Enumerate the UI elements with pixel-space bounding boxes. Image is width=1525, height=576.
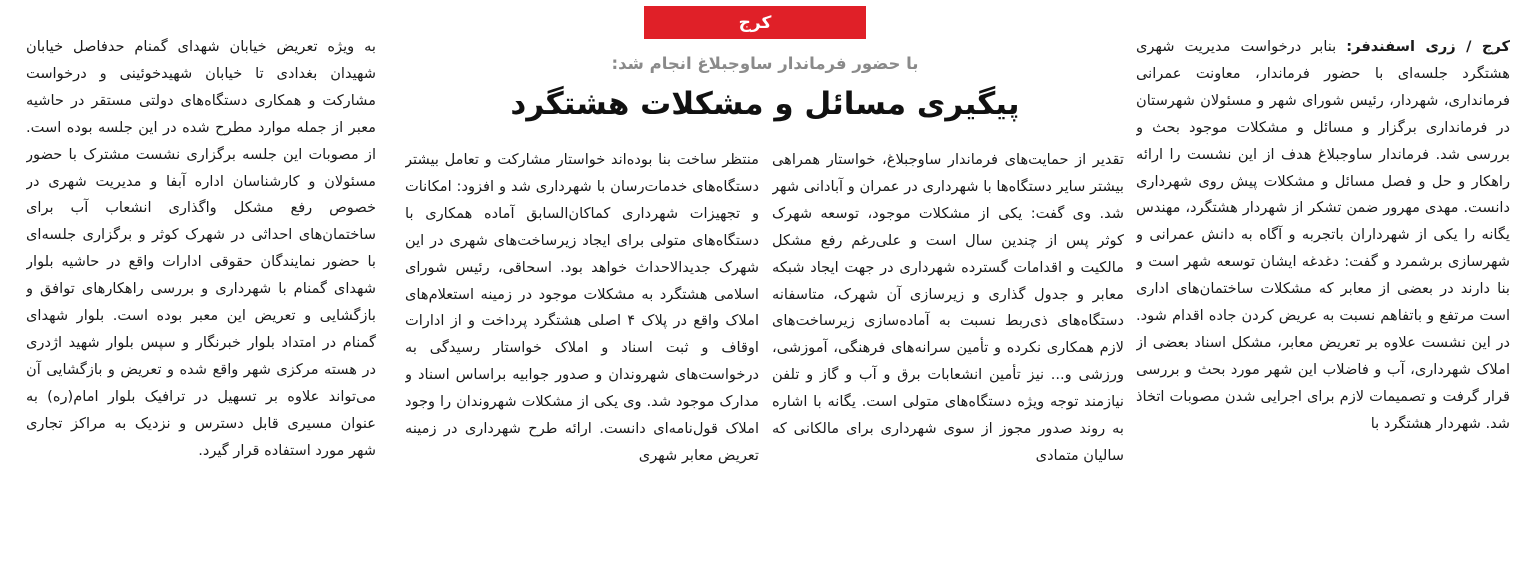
kicker-label: کرج (738, 12, 772, 33)
column-1-text: بنابر درخواست مدیریت شهری هشتگرد جلسه‌ای با حضور فرماندار، معاونت عمرانی فرمانداری، شهردار، رئیس شورای شهر و مسئولان شهرستان در فرمانداری برگزار و مسائل و مشکلات موجود بحث و بررسی شد. فرماندار ساوجبلاغ هدف از این نشست را ارائه راهکار و حل و فصل مسائل و مشکلات پیش روی شهرداری دانست. مهدی مهرور ضمن تشکر از شهردار هشتگرد، مهندس یگانه را یکی از شهرداران باتجربه و آگاه به دانش عمرانی و شهرسازی برشمرد و گفت: دغدغه ایشان توسعه شهر است و بنا دارند در بعضی از معابر که مشکلات ساختمان‌های اداری است مرتفع و باتفاهم نسبت به عریض کردن جاده اقدام شود. در این نشست علاوه بر تعریض معابر، مشکل اسناد بعضی از املاک شهرداری، آب و فاضلاب این شهر مورد بحث و بررسی قرار گرفت و تصمیمات لازم برای اجرایی شدن مصوبات اتخاذ شد. شهردار هشتگرد با (1136, 38, 1510, 432)
column-3-text: منتظر ساخت بنا بوده‌اند خواستار مشارکت و تعامل بیشتر دستگاه‌های خدمات‌رسان با شهرداری شد و افزود: امکانات و تجهیزات شهرداری کماکان‌السابق آماده همکاری با دستگاه‌های متولی برای ایجاد زیرساخت‌های شهری در این شهرک جدیدالاحداث خواهد بود. اسحاقی، رئیس شورای اسلامی هشتگرد به مشکلات موجود در زمینه استعلام‌های املاک واقع در پلاک ۴ اصلی هشتگرد پرداخت و از ادارات اوقاف و ثبت اسناد و املاک خواستار رسیدگی به درخواست‌های شهروندان و صدور جوابیه براساس اسناد و مدارک موجود شد. وی یکی از مشکلات شهروندان را وجود املاک قول‌نامه‌ای دانست. ارائه طرح شهرداری در زمینه تعریض معابر شهری (405, 151, 759, 464)
article-column-4 (26, 0, 376, 576)
article-column-3 (405, 0, 759, 576)
byline: کرج / زری اسفندفر: (1346, 38, 1510, 55)
headline: پیگیری مسائل و مشکلات هشتگرد (510, 86, 1020, 122)
subheadline: با حضور فرماندار ساوجبلاغ انجام شد: (611, 54, 919, 73)
column-2-text: تقدیر از حمایت‌های فرماندار ساوجبلاغ، خواستار همراهی بیشتر سایر دستگاه‌ها با شهرداری در عمران و آبادانی شهر شد. وی گفت: یکی از مشکلات موجود، توسعه شهرک کوثر پس از چندین سال است و علی‌رغم رفع مشکل مالکیت و اقدامات گسترده شهرداری در جهت ایجاد شبکه معابر و جدول گذاری و زیرسازی آن شهرک، متاسفانه دستگاه‌های ذی‌ربط نسبت به آماده‌سازی زیرساخت‌های لازم همکاری نکرده و تأمین سرانه‌های فرهنگی، آموزشی، ورزشی و... نیز تأمین انشعابات برق و آب و گاز و تلفن نیازمند توجه ویژه دستگاه‌های متولی است. یگانه با اشاره به روند صدور مجوز از سوی شهرداری برای مالکانی که سالیان متمادی (772, 151, 1124, 464)
article-column-1 (1136, 0, 1510, 576)
column-1-paragraph (1136, 34, 1510, 438)
article-column-2 (772, 0, 1124, 576)
column-4-text: به ویژه تعریض خیابان شهدای گمنام حدفاصل خیابان شهیدان بغدادی تا خیابان شهیدخوئینی و درخواست مشارکت و همکاری دستگاه‌های دولتی مستقر در حاشیه معبر از جمله موارد مطرح شده در این جلسه بوده است. از مصوبات این جلسه برگزاری نشست مشترک با حضور مسئولان و کارشناسان اداره آبفا و مدیریت شهری در خصوص رفع مشکل واگذاری انشعاب آب برای ساختمان‌های احداثی در شهرک کوثر و برگزاری جلسه‌ای با حضور نمایندگان حقوقی ادارات واقع در حاشیه بلوار شهدای گمنام با شهرداری و بررسی راهکارهای توافق و بازگشایی و تعریض این معبر بوده است. بلوار شهدای گمنام در امتداد بلوار خبرنگار و سپس بلوار شهید اژدری در هسته مرکزی شهر واقع شده و تعریض و بازگشایی آن می‌تواند علاوه بر تسهیل در ترافیک بلوار امام(ره) به عنوان مسیری قابل دسترس و نزدیک به مراکز تجاری شهر مورد استفاده قرار گیرد. (26, 38, 376, 459)
